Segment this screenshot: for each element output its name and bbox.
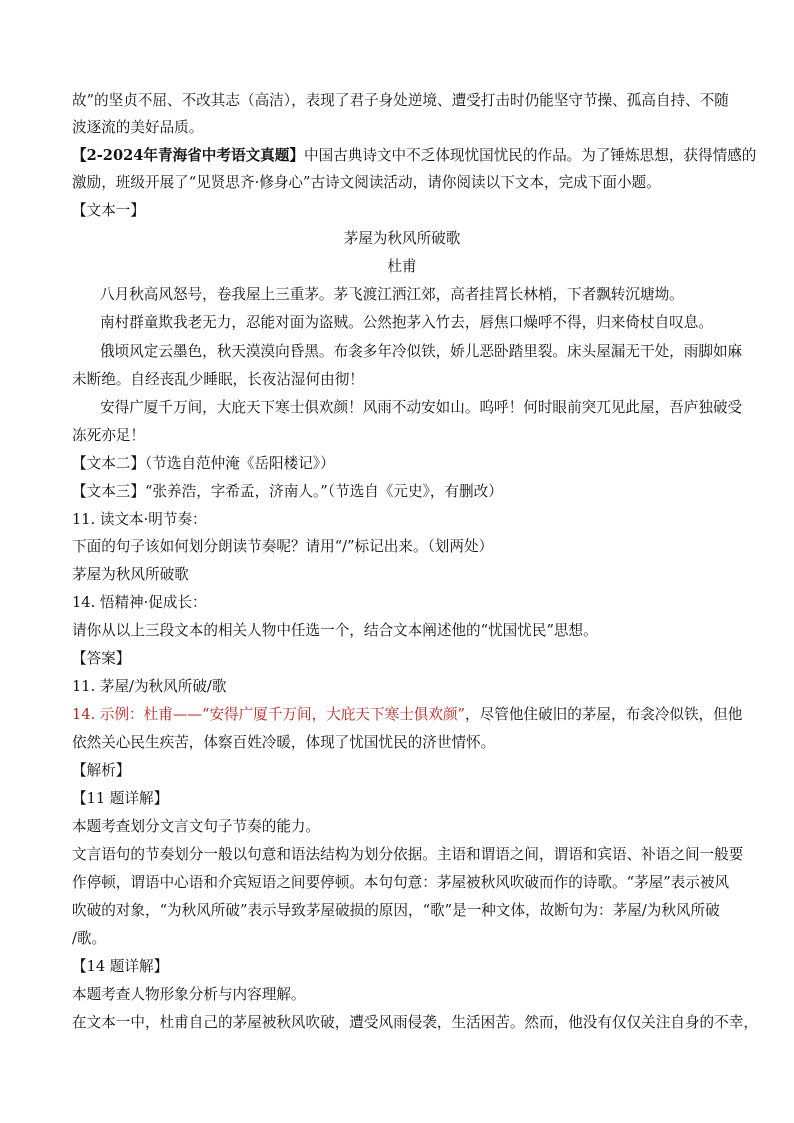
text-line: 【文本三】“张养浩，字希孟，济南人。”（节选自《元史》，有删改）: [72, 483, 503, 500]
text-line: 11. 茅屋/为秋风所破/歌: [72, 678, 227, 695]
text-line: 八月秋高风怒号，卷我屋上三重茅。茅飞渡江洒江郊，高者挂罥长林梢，下者飘转沉塘坳。: [100, 286, 684, 303]
text-line: 【11 题详解】: [72, 790, 169, 807]
text-line: 俄顷风定云墨色，秋天漠漠向昏黑。布衾多年冷似铁，娇儿恶卧踏里裂。床头屋漏无干处，雨脚如麻: [100, 343, 743, 360]
text-line: 故”的坚贞不屈、不改其志（高洁），表现了君子身处逆境、遭受打击时仍能坚守节操、孤高自持、不随: [72, 92, 729, 109]
text-line: 下面的句子该如何划分朗读节奏呢？请用“/”标记出来。（划两处）: [72, 538, 494, 555]
text-line: 本题考查人物形象分析与内容理解。: [72, 986, 306, 1003]
text-line: 杜甫: [387, 258, 417, 275]
text-line: /歌。: [72, 930, 107, 947]
text-run: 14. 示例：杜甫——“安得广厦千万间，大庇天下寒士俱欢颜”: [72, 706, 466, 723]
text-line: 文言语句的节奏划分一般以句意和语法结构为划分依据。主语和谓语之间，谓语和宾语、补语之间一般要: [72, 846, 744, 863]
text-line: 【文本二】（节选自范仲淹《岳阳楼记》）: [72, 455, 335, 472]
text-line: 冻死亦足！: [72, 427, 145, 444]
text-line: 11. 读文本·明节奏：: [72, 511, 207, 528]
text-line: 茅屋为秋风所破歌: [72, 566, 189, 583]
text-run: ，尽管他住破旧的茅屋，布衾冷似铁，但他: [465, 706, 743, 723]
text-line: 作停顿，谓语中心语和介宾短语之间要停顿。本句句意：茅屋被秋风吹破而作的诗歌。“茅屋”表示被风: [72, 874, 730, 891]
text-line: 安得广厦千万间，大庇天下寒士俱欢颜！风雨不动安如山。呜呼！何时眼前突兀见此屋，吾庐独破受: [100, 399, 743, 416]
text-line: 依然关心民生疾苦，体察百姓冷暖，体现了忧国忧民的济世情怀。: [72, 734, 496, 751]
text-line: 茅屋为秋风所破歌: [343, 230, 461, 247]
text-line: 【14 题详解】: [72, 958, 169, 975]
text-line: 【文本一】: [72, 202, 145, 219]
text-run: 【2-2024年青海省中考语文真题】: [72, 147, 304, 164]
text-line: 【答案】: [72, 650, 131, 667]
text-line: 吹破的对象，“为秋风所破”表示导致茅屋破损的原因，“歌”是一种文体，故断句为：茅屋/为秋风所破: [72, 902, 720, 919]
text-line: 请你从以上三段文本的相关人物中任选一个，结合文本阐述他的“忧国忧民”思想。: [72, 622, 598, 639]
text-line: 南村群童欺我老无力，忍能对面为盗贼。公然抱茅入竹去，唇焦口燥呼不得，归来倚杖自叹息。: [100, 314, 713, 331]
text-line: [72, 706, 742, 724]
text-line: 激励，班级开展了“见贤思齐·修身心”古诗文阅读活动，请你阅读以下文本，完成下面小题。: [72, 174, 661, 191]
text-line: [72, 147, 756, 165]
text-line: 未断绝。自经丧乱少睡眠，长夜沾湿何由彻！: [72, 371, 364, 388]
text-line: 14. 悟精神·促成长：: [72, 594, 207, 611]
text-line: 【解析】: [72, 762, 131, 779]
text-line: 在文本一中，杜甫自己的茅屋被秋风吹破，遭受风雨侵袭，生活困苦。然而，他没有仅仅关注自身的不幸，: [72, 1014, 758, 1031]
text-line: 波逐流的美好品质。: [72, 119, 204, 136]
text-run: 中国古典诗文中不乏体现忧国忧民的作品。为了锤炼思想，获得情感的: [303, 147, 757, 164]
text-line: 本题考查划分文言文句子节奏的能力。: [72, 818, 321, 835]
